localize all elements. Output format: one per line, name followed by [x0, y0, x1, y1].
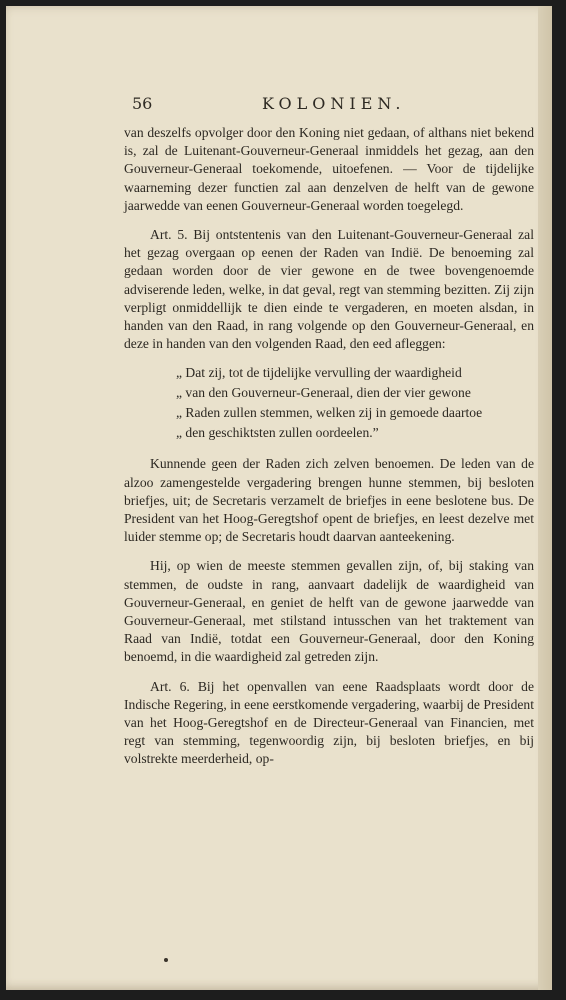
page-number: 56 — [132, 94, 153, 113]
running-head: KOLONIEN. — [262, 94, 406, 113]
body-text — [124, 124, 534, 769]
oath-quote — [176, 363, 534, 443]
quote-line: „ van den Gouverneur-Generaal, dien der vier gewone — [176, 385, 471, 401]
page-edge — [538, 6, 552, 990]
paragraph-art-5: Art. 5. Bij ontstentenis van den Luitenant-Gouverneur-Generaal zal het gezag overgaan op eenen der Raden van Indië. De benoeming zal gedaan worden door de vier gewone en de twee bovengenoemde adviserende leden, welke, in dat geval, regt van stemming bezitten. Zij zijn verpligt onmiddellijk te dien einde te vergaderen, en moeten alsdan, in handen van den Raad, in rang volgende op den Gouverneur-Generaal, en deze in handen van den volgenden Raad, den eed afleggen: — [124, 227, 534, 352]
quote-line: „ Dat zij, tot de tijdelijke vervulling der waardigheid — [176, 365, 462, 381]
paragraph: Kunnende geen der Raden zich zelven benoemen. De leden van de alzoo zamengestelde vergadering brengen hunne stemmen, bij besloten briefjes, uit; de Secretaris verzamelt de briefjes in eene beslotene bus. De President van het Hoog-Geregtshof opent de briefjes, en leest dezelve met luider stemme op; de Secretaris houdt daarvan aanteekening. — [124, 456, 534, 545]
paragraph: van deszelfs opvolger door den Koning niet gedaan, of althans niet bekend is, zal de Luitenant-Gouverneur-Generaal inmiddels het gezag, aan den Gouverneur-Generaal toekomende, uitoefenen. — Voor de tijdelijke waarneming dezer functien zal aan denzelven de helft van de gewone jaarwedde van eenen Gouverneur-Generaal worden toegelegd. — [124, 125, 534, 213]
quote-line: „ Raden zullen stemmen, welken zij in gemoede daartoe — [176, 405, 483, 421]
quote-line: „ den geschiktsten zullen oordeelen.” — [176, 425, 379, 441]
paragraph: Hij, op wien de meeste stemmen gevallen zijn, of, bij staking van stemmen, de oudste in rang, aanvaart dadelijk de waardigheid van Gouverneur-Generaal, en geniet de helft van de gewone jaarwedde van Gouverneur-Generaal, met stilstand intusschen van het traktement van Raad van Indië, totdat een Gouverneur-Generaal, door den Koning benoemd, in die waardigheid zal getreden zijn. — [124, 558, 534, 665]
ink-speck — [164, 958, 168, 962]
book-page — [6, 6, 552, 990]
paragraph-art-6: Art. 6. Bij het openvallen van eene Raadsplaats wordt door de Indische Regering, in eene eerstkomende vergadering, waarbij de President van het Hoog-Geregtshof en de Directeur-Generaal van Financien, met regt van stemming, tegenwoordig zijn, bij besloten briefjes, en bij volstrekte meerderheid, op- — [124, 678, 534, 767]
